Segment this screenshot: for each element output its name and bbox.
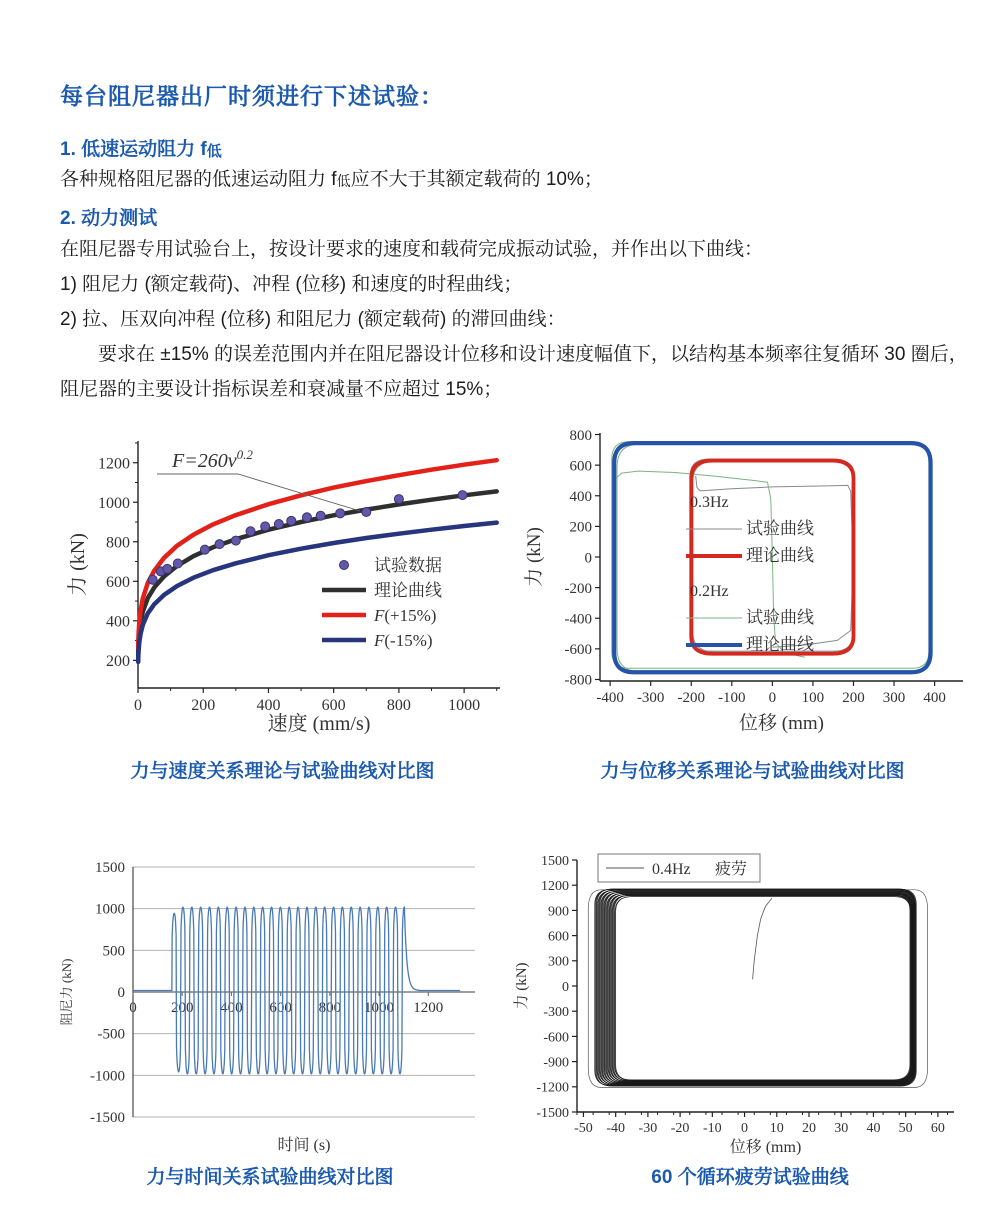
svg-text:0.4Hz: 0.4Hz: [652, 861, 691, 878]
section1-title: 1. 低速运动阻力 f低: [60, 139, 222, 160]
svg-text:0: 0: [584, 550, 592, 567]
svg-text:-100: -100: [718, 690, 746, 706]
svg-text:500: 500: [102, 943, 125, 960]
svg-text:疲劳: 疲劳: [715, 861, 748, 878]
svg-text:F(+15%): F(+15%): [374, 606, 437, 625]
svg-text:-1500: -1500: [90, 1110, 125, 1126]
svg-text:200: 200: [170, 1000, 194, 1016]
svg-text:0.2Hz: 0.2Hz: [690, 583, 729, 600]
svg-text:-200: -200: [564, 580, 592, 597]
svg-text:400: 400: [923, 690, 946, 706]
svg-text:300: 300: [548, 954, 569, 970]
svg-text:试验数据: 试验数据: [374, 556, 442, 575]
section2-body: [60, 232, 990, 407]
svg-text:400: 400: [220, 1000, 243, 1016]
svg-text:800: 800: [569, 427, 592, 444]
svg-text:900: 900: [548, 904, 569, 920]
svg-text:1000: 1000: [98, 494, 130, 512]
svg-text:0: 0: [134, 697, 142, 714]
svg-text:力 (kN): 力 (kN): [524, 527, 545, 587]
svg-text:-40: -40: [606, 1121, 626, 1136]
caption-force-time: 力与时间关系试验曲线对比图: [146, 1167, 394, 1188]
svg-text:-800: -800: [564, 672, 592, 689]
svg-text:400: 400: [106, 613, 130, 631]
svg-text:-200: -200: [677, 690, 706, 706]
svg-text:-1000: -1000: [90, 1068, 125, 1085]
svg-text:位移 (mm): 位移 (mm): [739, 713, 824, 734]
svg-text:速度 (mm/s): 速度 (mm/s): [267, 713, 371, 735]
svg-text:300: 300: [882, 690, 906, 706]
svg-text:理论曲线: 理论曲线: [374, 581, 442, 600]
svg-text:60: 60: [930, 1121, 945, 1136]
svg-text:600: 600: [569, 458, 592, 475]
svg-text:1000: 1000: [95, 901, 125, 918]
svg-text:试验曲线: 试验曲线: [746, 608, 814, 627]
svg-text:600: 600: [321, 697, 346, 714]
paragraph-line: 要求在 ±15% 的误差范围内并在阻尼器设计位移和设计速度幅值下，以结构基本频率往复循环 30 圈后，: [98, 344, 968, 365]
paragraph-line: 2) 拉、压双向冲程 (位移) 和阻尼力 (额定载荷) 的滞回曲线：: [60, 309, 566, 330]
svg-text:400: 400: [569, 489, 592, 506]
svg-text:200: 200: [842, 690, 865, 706]
svg-text:位移 (mm): 位移 (mm): [729, 1139, 802, 1156]
svg-text:-500: -500: [97, 1026, 125, 1043]
svg-text:-900: -900: [543, 1055, 569, 1071]
section1-body: 各种规格阻尼器的低速运动阻力 f低应不大于其额定载荷的 10%；: [60, 169, 603, 190]
svg-text:0: 0: [129, 1000, 137, 1016]
caption-force-velocity: 力与速度关系理论与试验曲线对比图: [130, 761, 435, 782]
svg-text:600: 600: [106, 573, 130, 591]
force-time-chart: [55, 845, 485, 1157]
svg-text:10: 10: [769, 1121, 784, 1136]
svg-text:1200: 1200: [413, 1000, 444, 1016]
svg-text:100: 100: [801, 690, 825, 706]
svg-text:200: 200: [569, 519, 592, 536]
caption-fatigue: 60 个循环疲劳试验曲线: [651, 1167, 849, 1188]
subscript-low: 低: [206, 143, 222, 160]
svg-text:0: 0: [741, 1121, 749, 1136]
svg-text:0: 0: [768, 690, 777, 706]
svg-text:-1500: -1500: [536, 1105, 569, 1121]
svg-text:1500: 1500: [541, 853, 569, 869]
svg-text:-10: -10: [702, 1121, 722, 1136]
svg-text:800: 800: [318, 1000, 342, 1016]
svg-text:理论曲线: 理论曲线: [746, 635, 814, 654]
svg-text:200: 200: [191, 697, 216, 714]
fv-series: [138, 460, 497, 662]
svg-text:0: 0: [117, 985, 125, 1001]
svg-text:时间 (s): 时间 (s): [277, 1137, 331, 1154]
paragraph-line: 在阻尼器专用试验台上，按设计要求的速度和载荷完成振动试验，并作出以下曲线：: [60, 239, 764, 260]
fatigue-cycles-chart: [510, 840, 990, 1162]
force-displacement-chart: [520, 423, 985, 735]
svg-text:-20: -20: [670, 1121, 690, 1136]
svg-text:-1200: -1200: [536, 1080, 569, 1096]
svg-text:-30: -30: [638, 1121, 658, 1136]
svg-text:400: 400: [256, 697, 281, 714]
svg-text:-600: -600: [564, 642, 592, 659]
svg-text:1200: 1200: [541, 879, 569, 895]
svg-text:0: 0: [562, 979, 569, 995]
svg-text:800: 800: [106, 534, 130, 552]
svg-text:1200: 1200: [98, 455, 130, 473]
svg-text:30: 30: [834, 1121, 849, 1136]
svg-text:600: 600: [269, 1000, 292, 1016]
svg-text:F(-15%): F(-15%): [374, 631, 433, 650]
svg-text:20: 20: [802, 1121, 816, 1136]
svg-text:-300: -300: [636, 690, 665, 706]
svg-text:0.3Hz: 0.3Hz: [690, 494, 729, 511]
svg-text:600: 600: [548, 929, 569, 945]
svg-text:1500: 1500: [95, 860, 125, 876]
svg-text:力 (kN): 力 (kN): [67, 533, 89, 596]
section2-title: 2. 动力测试: [60, 208, 158, 229]
svg-text:-300: -300: [543, 1005, 569, 1021]
svg-text:50: 50: [898, 1121, 913, 1136]
svg-text:-400: -400: [596, 690, 624, 706]
svg-text:40: 40: [866, 1121, 881, 1136]
svg-text:-400: -400: [564, 611, 592, 628]
svg-text:试验曲线: 试验曲线: [746, 519, 814, 538]
svg-text:800: 800: [386, 697, 411, 714]
svg-text:力 (kN): 力 (kN): [514, 962, 530, 1010]
svg-text:F=260v0.2: $F=260v^{0.2}$: [172, 447, 253, 472]
svg-text:-600: -600: [543, 1030, 569, 1046]
svg-text:阻尼力 (kN): 阻尼力 (kN): [59, 958, 74, 1026]
svg-text:1000: 1000: [448, 697, 481, 714]
paragraph-line: 1) 阻尼力 (额定载荷)、冲程 (位移) 和速度的时程曲线；: [60, 274, 523, 295]
svg-text:理论曲线: 理论曲线: [746, 546, 814, 565]
svg-text:200: 200: [106, 652, 130, 670]
page-title: 每台阻尼器出厂时须进行下述试验：: [60, 83, 444, 109]
svg-text:1000: 1000: [364, 1000, 395, 1016]
svg-text:-50: -50: [574, 1121, 593, 1136]
ft-waveform: [133, 907, 460, 1074]
subscript-low: 低: [336, 173, 351, 189]
paragraph-line: 阻尼器的主要设计指标误差和衰减量不应超过 15%；: [60, 379, 503, 400]
force-velocity-chart: [60, 423, 505, 735]
caption-force-displacement: 力与位移关系理论与试验曲线对比图: [600, 761, 905, 782]
fat-loops: [588, 889, 927, 1088]
